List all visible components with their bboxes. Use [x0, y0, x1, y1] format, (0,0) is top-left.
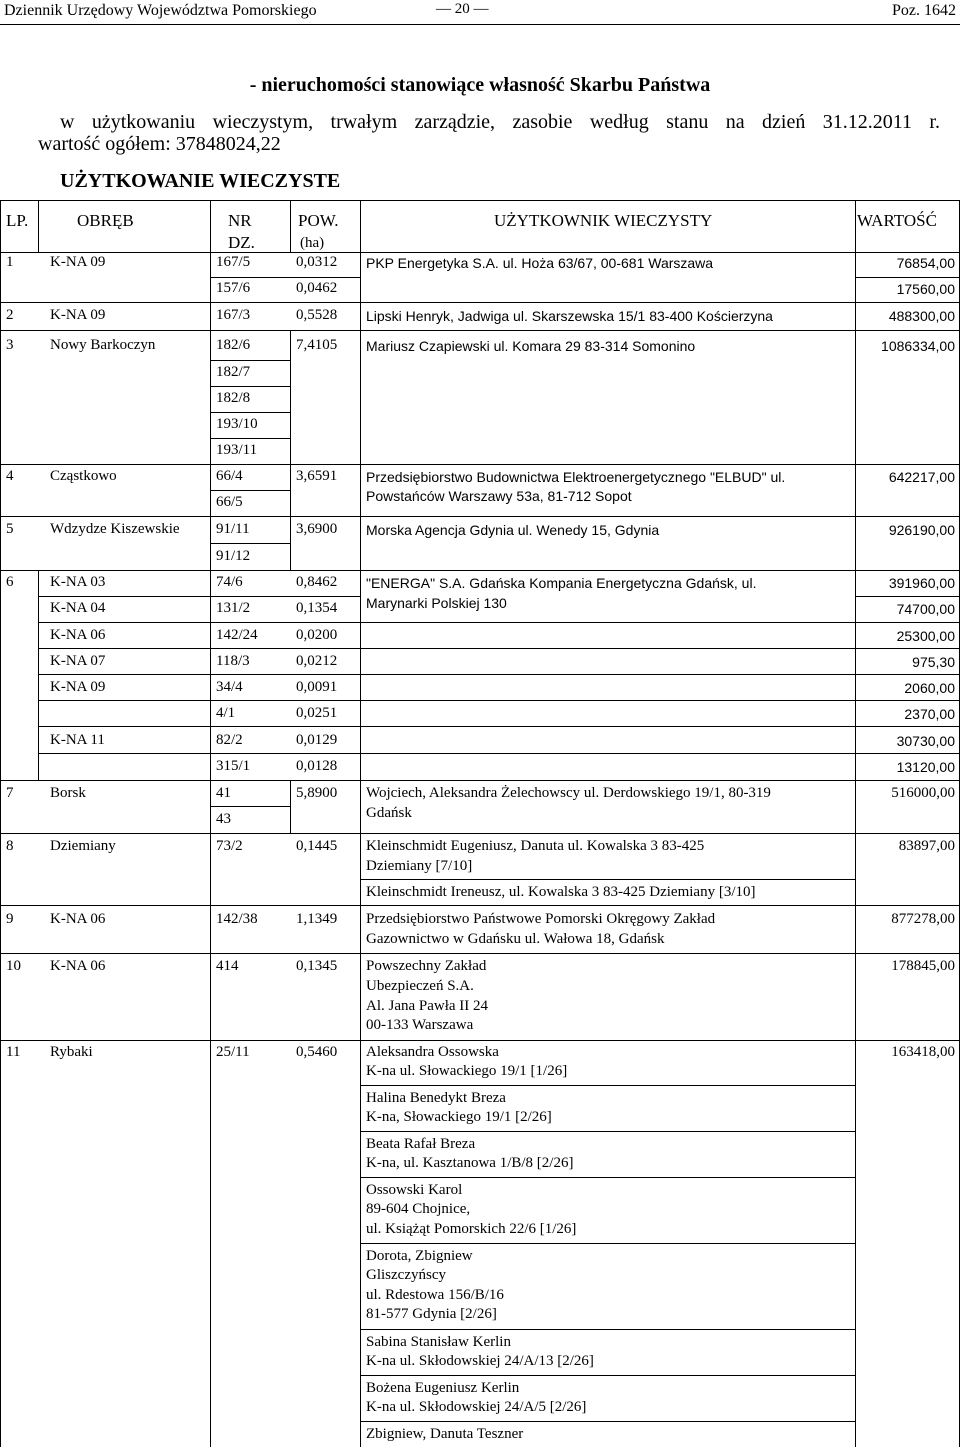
col-header-pow: POW.: [298, 211, 339, 230]
cell-pow: 0,0200: [296, 627, 338, 643]
cell-value: 2370,00: [904, 706, 955, 722]
col-header-lp: LP.: [6, 211, 29, 230]
row-divider: [38, 622, 960, 623]
row-divider: [38, 700, 960, 701]
cell-lp: 1: [6, 254, 14, 270]
cell-owner: PKP Energetyka S.A. ul. Hoża 63/67, 00-681 Warszawa: [366, 255, 714, 271]
cell-pow: 0,0462: [296, 280, 338, 296]
table-left-border: [0, 200, 1, 1447]
cell-owner: Gazownictwo w Gdańsku ul. Wałowa 18, Gdańsk: [366, 931, 665, 947]
cell-value: 642217,00: [888, 469, 955, 485]
col-divider: [290, 330, 291, 464]
heading-subtitle: w użytkowaniu wieczystym, trwałym zarządzie, zasobie według stanu na dzień 31.12.2011 r.: [60, 111, 940, 133]
cell-dz: 157/6: [216, 280, 251, 296]
cell-value: 391960,00: [888, 575, 955, 591]
cell-owner: Sabina Stanisław Kerlin: [366, 1334, 511, 1350]
cell-obreb: Dziemiany: [50, 838, 116, 854]
cell-lp: 6: [6, 574, 14, 590]
cell-owner: ul. Książąt Pomorskich 22/6 [1/26]: [366, 1221, 577, 1237]
cell-pow: 0,0091: [296, 679, 338, 695]
row-divider: [38, 596, 360, 597]
cell-dz: 193/10: [216, 416, 258, 432]
cell-owner: K-na ul. Skłodowskiej 24/A/5 [2/26]: [366, 1399, 587, 1415]
cell-owner: Powszechny Zakład: [366, 958, 487, 974]
row-border: [0, 905, 960, 906]
cell-dz: 414: [216, 958, 239, 974]
cell-owner: Ossowski Karol: [366, 1182, 463, 1198]
cell-pow: 0,1445: [296, 838, 338, 854]
table-top-border: [0, 200, 960, 201]
cell-obreb: Nowy Barkoczyn: [50, 337, 156, 353]
cell-lp: 11: [6, 1044, 21, 1060]
cell-pow: 0,5460: [296, 1044, 338, 1060]
col-divider: [290, 464, 291, 570]
row-divider: [360, 1421, 855, 1422]
cell-lp: 4: [6, 468, 14, 484]
cell-lp: 9: [6, 911, 14, 927]
cell-owner: Gliszczyńscy: [366, 1267, 446, 1283]
cell-owner: Zbigniew, Danuta Teszner: [366, 1426, 524, 1442]
row-border: [0, 302, 960, 303]
cell-obreb: K-NA 09: [50, 679, 106, 695]
cell-dz: 182/8: [216, 390, 251, 406]
row-divider: [210, 806, 290, 807]
col-divider: [360, 200, 361, 1447]
cell-obreb: Wdzydze Kiszewskie: [50, 521, 180, 537]
cell-lp: 8: [6, 838, 14, 854]
cell-dz: 34/4: [216, 679, 243, 695]
row-divider: [360, 1085, 855, 1086]
cell-owner: Morska Agencja Gdynia ul. Wenedy 15, Gdynia: [366, 522, 660, 538]
row-border: [0, 953, 960, 954]
cell-obreb: K-NA 04: [50, 600, 106, 616]
col-divider: [290, 780, 291, 833]
cell-obreb: K-NA 07: [50, 653, 106, 669]
cell-owner: 89-604 Chojnice,: [366, 1201, 471, 1217]
cell-value: 2060,00: [904, 680, 955, 696]
cell-owner: K-na, ul. Kasztanowa 1/B/8 [2/26]: [366, 1155, 574, 1171]
cell-value: 17560,00: [896, 281, 955, 297]
row-border: [0, 570, 960, 571]
cell-owner: Dorota, Zbigniew: [366, 1248, 473, 1264]
cell-owner: Powstańców Warszawy 53a, 81-712 Sopot: [366, 488, 632, 504]
cell-lp: 10: [6, 958, 21, 974]
cell-pow: 5,8900: [296, 785, 338, 801]
row-divider: [210, 386, 290, 387]
cell-pow: 0,0212: [296, 653, 338, 669]
cell-owner: Mariusz Czapiewski ul. Komara 29 83-314 Somonino: [366, 338, 696, 354]
cell-obreb: Borsk: [50, 785, 86, 801]
cell-owner: K-na ul. Skłodowskiej 24/A/13 [2/26]: [366, 1353, 594, 1369]
cell-obreb: K-NA 09: [50, 307, 106, 323]
cell-dz: 182/7: [216, 364, 251, 380]
cell-dz: 118/3: [216, 653, 250, 669]
col-divider: [290, 200, 291, 252]
cell-dz: 91/12: [216, 548, 251, 564]
cell-obreb: K-NA 06: [50, 627, 106, 643]
cell-value: 74700,00: [896, 601, 955, 617]
cell-owner: 81-577 Gdynia [2/26]: [366, 1306, 497, 1322]
cell-lp: 3: [6, 337, 14, 353]
cell-value: 975,30: [912, 654, 955, 670]
cell-owner: Dziemiany [7/10]: [366, 858, 473, 874]
cell-owner: K-na ul. Słowackiego 19/1 [1/26]: [366, 1063, 568, 1079]
cell-owner: Aleksandra Ossowska: [366, 1044, 499, 1060]
cell-owner: Beata Rafał Breza: [366, 1136, 476, 1152]
page-number: — 20 —: [436, 1, 489, 17]
cell-value: 877278,00: [891, 911, 955, 927]
cell-dz: 25/11: [216, 1044, 250, 1060]
row-divider: [210, 412, 290, 413]
cell-dz: 193/11: [216, 442, 258, 458]
cell-value: 488300,00: [888, 308, 955, 324]
running-header: [0, 0, 960, 22]
row-divider: [38, 753, 960, 754]
cell-owner: Ubezpieczeń S.A.: [366, 978, 474, 994]
row-divider: [38, 674, 960, 675]
cell-obreb: K-NA 09: [50, 254, 106, 270]
cell-dz: 142/24: [216, 627, 258, 643]
cell-value: 1086334,00: [881, 338, 955, 354]
cell-owner: "ENERGA" S.A. Gdańska Kompania Energetyczna Gdańsk, ul.: [366, 575, 757, 591]
col-divider: [38, 570, 39, 780]
cell-pow: 0,5528: [296, 307, 338, 323]
row-border: [0, 833, 960, 834]
row-divider: [210, 438, 290, 439]
cell-value: 76854,00: [896, 255, 955, 271]
cell-obreb: Cząstkowo: [50, 468, 117, 484]
cell-pow: 0,0312: [296, 254, 338, 270]
cell-owner: Halina Benedykt Breza: [366, 1090, 506, 1106]
cell-value: 926190,00: [888, 522, 955, 538]
cell-dz: 43: [216, 811, 231, 827]
cell-owner: Marynarki Polskiej 130: [366, 595, 507, 611]
cell-owner: 00-133 Warszawa: [366, 1017, 474, 1033]
cell-owner: Wojciech, Aleksandra Żelechowscy ul. Derdowskiego 19/1, 80-319: [366, 785, 771, 801]
cell-obreb: Rybaki: [50, 1044, 93, 1060]
cell-pow: 0,1354: [296, 600, 338, 616]
cell-owner: ul. Rdestowa 156/B/16: [366, 1287, 504, 1303]
heading-total-value: wartość ogółem: 37848024,22: [38, 133, 281, 155]
col-header-obreb: OBRĘB: [77, 211, 134, 230]
cell-dz: 131/2: [216, 600, 251, 616]
cell-pow: 7,4105: [296, 337, 338, 353]
cell-dz: 41: [216, 785, 231, 801]
col-divider: [855, 200, 856, 1447]
row-divider: [855, 596, 960, 597]
row-divider: [360, 1243, 855, 1244]
row-border: [0, 464, 960, 465]
cell-dz: 66/5: [216, 494, 243, 510]
col-divider: [38, 200, 39, 252]
cell-value: 25300,00: [896, 628, 955, 644]
cell-dz: 4/1: [216, 705, 236, 721]
row-divider: [360, 1131, 855, 1132]
col-divider: [210, 200, 211, 1447]
row-border: [0, 780, 960, 781]
cell-dz: 66/4: [216, 468, 243, 484]
col-header-owner: UŻYTKOWNIK WIECZYSTY: [494, 211, 713, 230]
cell-obreb: K-NA 06: [50, 958, 106, 974]
cell-owner: Gdańsk: [366, 805, 412, 821]
cell-value: 516000,00: [891, 785, 955, 801]
row-divider: [38, 648, 960, 649]
col-header-nr: NR: [228, 211, 252, 230]
cell-obreb: K-NA 11: [50, 732, 105, 748]
publication-name: Dziennik Urzędowy Województwa Pomorskiego: [4, 2, 317, 19]
cell-pow: 3,6591: [296, 468, 338, 484]
cell-value: 178845,00: [891, 958, 955, 974]
row-divider: [210, 277, 360, 278]
cell-dz: 142/38: [216, 911, 258, 927]
position-number: Poz. 1642: [892, 2, 956, 19]
cell-lp: 7: [6, 785, 14, 801]
cell-dz: 315/1: [216, 758, 251, 774]
cell-lp: 2: [6, 307, 14, 323]
cell-dz: 74/6: [216, 574, 243, 590]
cell-dz: 167/3: [216, 307, 251, 323]
cell-owner: K-na, Słowackiego 19/1 [2/26]: [366, 1109, 552, 1125]
col-header-value: WARTOŚĆ: [857, 211, 937, 230]
row-divider: [210, 543, 290, 544]
row-divider: [360, 1177, 855, 1178]
cell-pow: 3,6900: [296, 521, 338, 537]
cell-owner: Kleinschmidt Eugeniusz, Danuta ul. Kowalska 3 83-425: [366, 838, 705, 854]
cell-owner: Przedsiębiorstwo Budownictwa Elektroenergetycznego "ELBUD" ul.: [366, 469, 786, 485]
cell-dz: 167/5: [216, 254, 251, 270]
cell-value: 83897,00: [898, 838, 955, 854]
cell-pow: 0,0129: [296, 732, 338, 748]
cell-dz: 73/2: [216, 838, 243, 854]
row-divider: [360, 1329, 855, 1330]
cell-pow: 0,0128: [296, 758, 338, 774]
cell-pow: 1,1349: [296, 911, 338, 927]
row-divider: [360, 879, 855, 880]
row-divider: [210, 490, 290, 491]
col-header-ha: (ha): [300, 235, 325, 251]
cell-pow: 0,0251: [296, 705, 338, 721]
row-divider: [210, 360, 290, 361]
cell-obreb: K-NA 03: [50, 574, 106, 590]
row-border: [0, 330, 960, 331]
cell-owner: Bożena Eugeniusz Kerlin: [366, 1380, 520, 1396]
cell-pow: 0,1345: [296, 958, 338, 974]
row-border: [0, 516, 960, 517]
cell-owner: Lipski Henryk, Jadwiga ul. Skarszewska 15/1 83-400 Kościerzyna: [366, 308, 773, 324]
header-rule: [0, 24, 960, 25]
cell-dz: 91/11: [216, 521, 250, 537]
row-border: [0, 1040, 960, 1041]
cell-owner: Przedsiębiorstwo Państwowe Pomorski Okręgowy Zakład: [366, 911, 716, 927]
section-title: UŻYTKOWANIE WIECZYSTE: [60, 170, 341, 192]
cell-dz: 82/2: [216, 732, 243, 748]
row-divider: [360, 1375, 855, 1376]
cell-value: 163418,00: [891, 1044, 955, 1060]
heading-title: - nieruchomości stanowiące własność Skarbu Państwa: [249, 74, 711, 96]
cell-value: 13120,00: [896, 759, 955, 775]
col-header-dz: DZ.: [228, 233, 255, 252]
cell-lp: 5: [6, 521, 14, 537]
cell-value: 30730,00: [896, 733, 955, 749]
cell-owner: Al. Jana Pawła II 24: [366, 998, 489, 1014]
row-divider: [38, 726, 960, 727]
row-divider: [855, 277, 960, 278]
table-header-border: [0, 252, 960, 253]
cell-dz: 182/6: [216, 337, 251, 353]
cell-owner: Kleinschmidt Ireneusz, ul. Kowalska 3 83-425 Dziemiany [3/10]: [366, 884, 756, 900]
cell-pow: 0,8462: [296, 574, 338, 590]
cell-obreb: K-NA 06: [50, 911, 106, 927]
